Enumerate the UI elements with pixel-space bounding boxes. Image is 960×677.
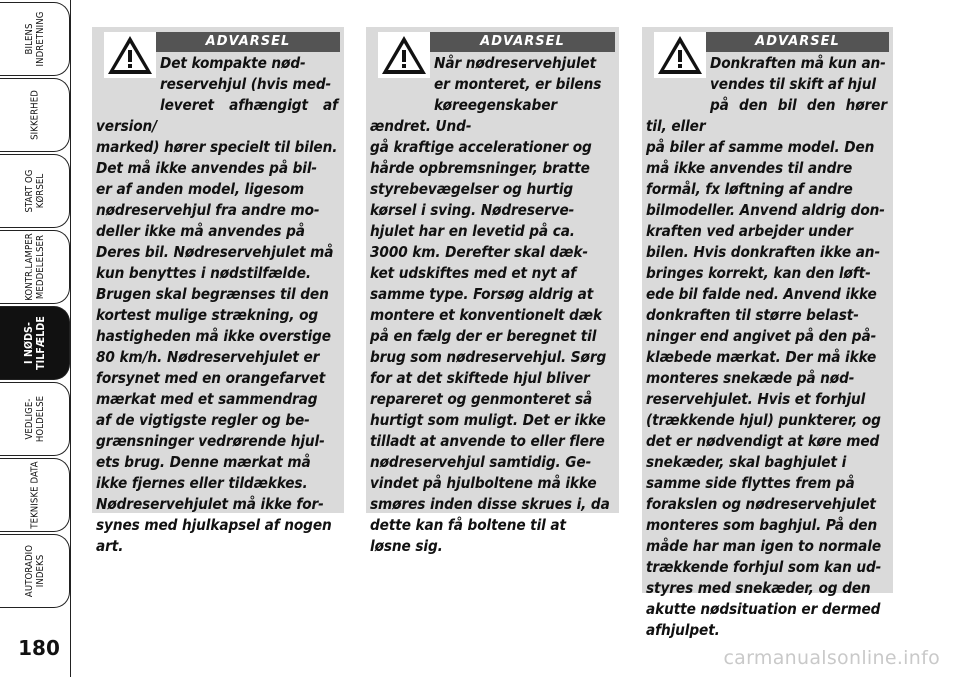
warning-body: Når nødreservehjulet er monteret, er bilens køreegenskaber ændret. Und- gå kraftige accelerationer og hårde opbremsninger, bratte styrebevægelser og hurtig kørsel i sving. Nødreserve- hjulet har en levetid på ca. 3000 km. Derefter skal dæk- ket udskiftes med et nyt af samme type. Forsøg aldrig at montere et konventionelt dæk på en fælg der er beregnet til brug som nødreservehjul. Sørg for at det skiftede hjul bliver repareret og genmonteret så hurtigt som muligt. Det er ikke tilladt at anvende to eller flere nødreservehjul samtidig. Ge- vindet på hjulboltene må ikke smøres inden disse skrues i, da dette kan få boltene til at løsne sig. bbox=[370, 54, 610, 555]
tab-vedligeholdelse[interactable] bbox=[0, 382, 70, 456]
tab-label: BILENS INDRETNING bbox=[23, 11, 46, 67]
tab-label: SIKKERHED bbox=[29, 90, 40, 140]
tab-bilens-indretning[interactable] bbox=[0, 2, 70, 76]
tab-start-og-koersel[interactable] bbox=[0, 154, 70, 228]
tab-i-noedstilfaelde[interactable] bbox=[0, 306, 70, 380]
tab-label: KONTR.LAMPER MEDDELELSER bbox=[23, 233, 46, 301]
warning-box-jack bbox=[642, 27, 893, 639]
tab-rail bbox=[70, 0, 71, 677]
icon-spacer bbox=[370, 53, 434, 105]
tab-label: START OG KØRSEL bbox=[23, 169, 46, 213]
watermark: carmanualsonline.info bbox=[723, 647, 940, 669]
warning-heading: ADVARSEL bbox=[430, 32, 615, 52]
warning-heading: ADVARSEL bbox=[156, 32, 340, 52]
chapter-tabs bbox=[0, 0, 74, 677]
tab-label: VEDLIGE- HOLDELSE bbox=[23, 395, 46, 443]
icon-spacer bbox=[646, 53, 710, 105]
warning-body: Det kompakte nød- reservehjul (hvis med- leveret afhængigt af version/ marked) hører specielt til bilen. Det må ikke anvendes på bil- er af anden model, ligesom nødreservehjul fra andre mo- deller ikke må anvendes på Deres bil. Nødreservehjulet må kun benyttes i nødstilfælde. Brugen skal begrænses til den kortest mulige strækning, og hastigheden må ikke overstige 80 km/h. Nødreservehjulet er forsynet med en orangefarvet mærkat med et sammendrag af de vigtigste regler og be- grænsninger vedrørende hjul- ets brug. Denne mærkat må ikke fjernes eller tildækkes. Nødreservehjulet må ikke for- synes med hjulkapsel af nogen art. bbox=[96, 54, 338, 555]
warning-heading: ADVARSEL bbox=[706, 32, 889, 52]
icon-spacer bbox=[96, 53, 160, 105]
tab-autoradio-indeks[interactable] bbox=[0, 534, 70, 608]
warning-text bbox=[370, 53, 613, 557]
tab-label: TEKNISKE DATA bbox=[29, 461, 40, 529]
warning-text bbox=[646, 53, 887, 641]
page-number: 180 bbox=[18, 636, 60, 660]
warning-box-driving-with-spare bbox=[366, 27, 619, 555]
tab-label: I NØDS- TILFÆLDE bbox=[22, 316, 47, 370]
warning-body: Donkraften må kun an- vendes til skift af hjul på den bil den hører til, eller på biler af samme model. Den må ikke anvendes til andre formål, fx løftning af andre bilmodeller. Anvend aldrig don- kraften ved arbejder under bilen. Hvis donkraften ikke an- bringes korrekt, kan den løft- ede bil falde ned. Anvend ikke donkraften til større belast- ninger end angivet på den på- klæbede mærkat. Der må ikke monteres snekæde på nød- reservehjulet. Hvis et forhjul (trækkende hjul) punkterer, og det er nødvendigt at køre med snekæder, skal baghjulet i samme side flyttes frem på forakslen og nødreservehjulet monteres som baghjul. På den måde har man igen to normale trækkende forhjul som kan ud- styres med snekæder, og den akutte nødsituation er dermed afhjulpet. bbox=[646, 54, 887, 639]
tab-label: AUTORADIO INDEKS bbox=[23, 544, 46, 598]
tab-kontrollamper[interactable] bbox=[0, 230, 70, 304]
warning-text bbox=[96, 53, 338, 557]
tab-tekniske-data[interactable] bbox=[0, 458, 70, 532]
tab-sikkerhed[interactable] bbox=[0, 78, 70, 152]
warning-box-compact-spare bbox=[92, 27, 344, 555]
